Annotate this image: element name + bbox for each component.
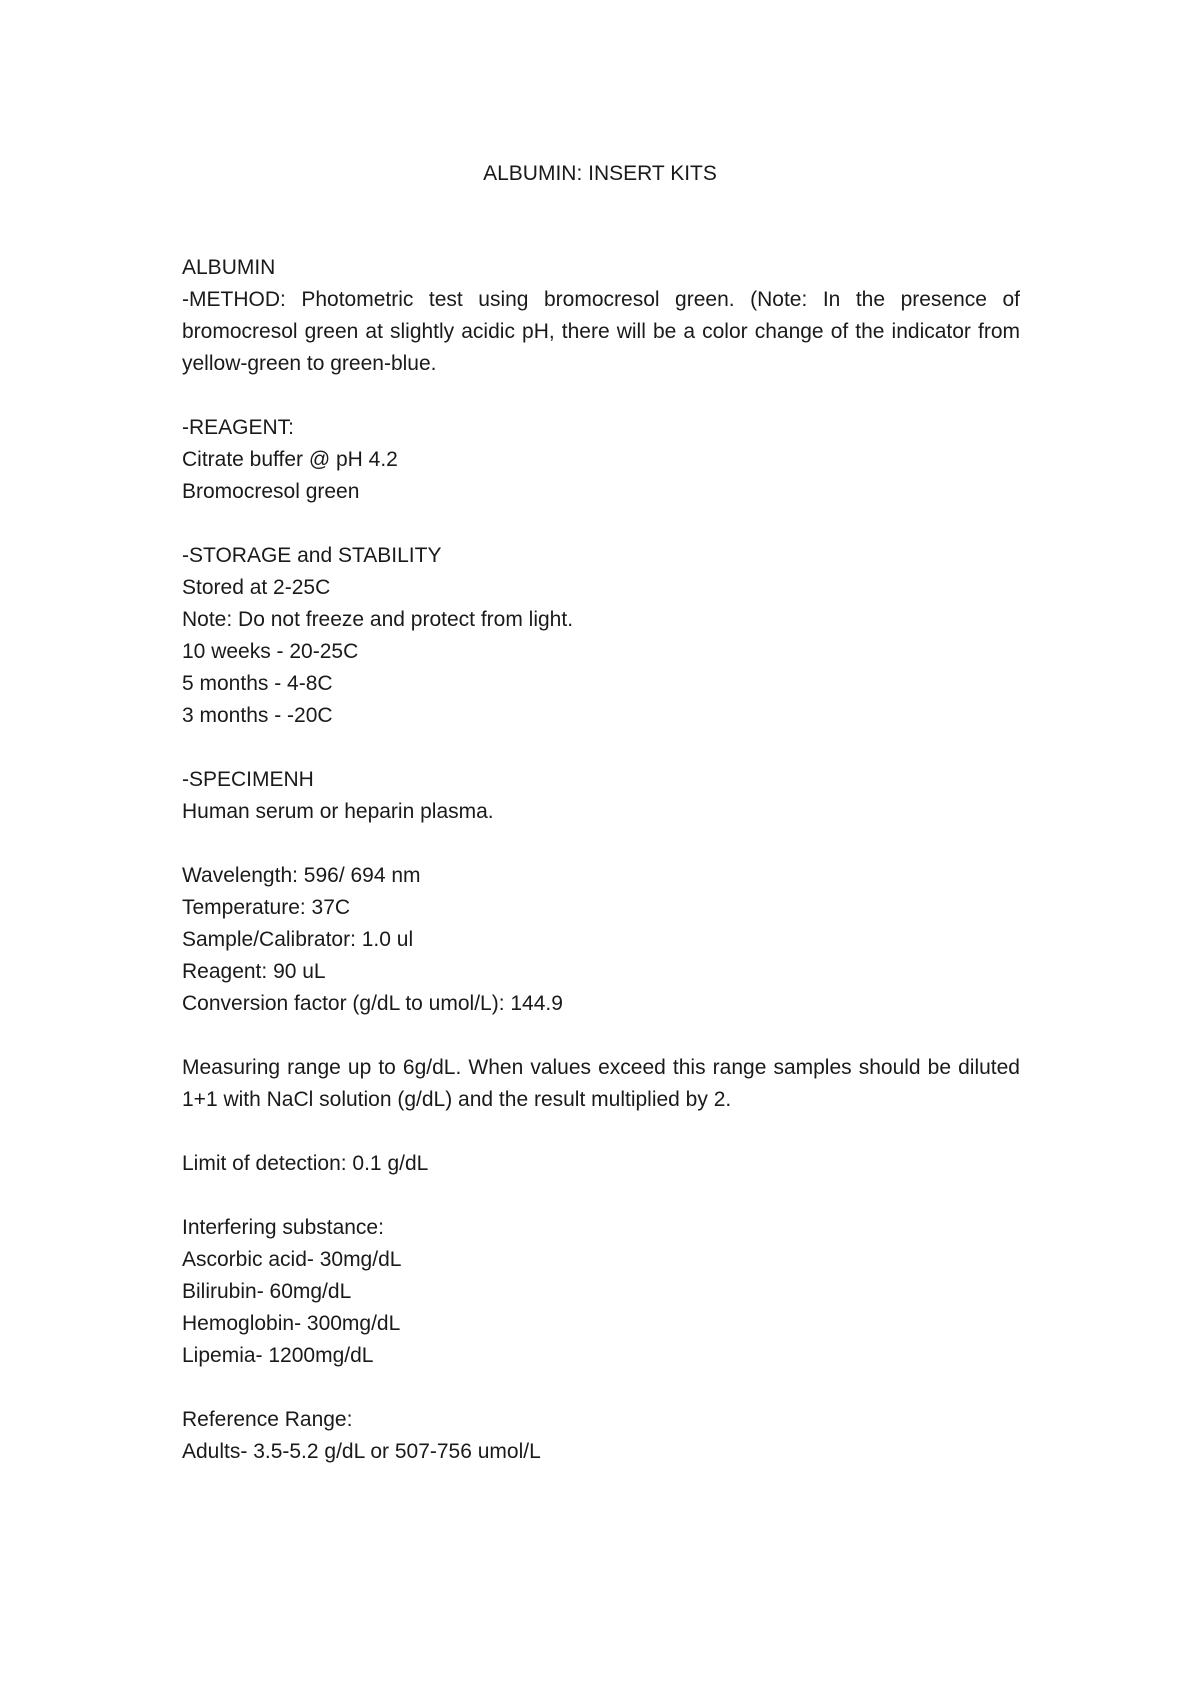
reagent-item: Citrate buffer @ pH 4.2: [182, 448, 398, 471]
parameter-line: Reagent: 90 uL: [182, 960, 326, 983]
section-heading-albumin: ALBUMIN: [182, 256, 276, 279]
spacer: [182, 828, 1020, 860]
measuring-range-paragraph: Measuring range up to 6g/dL. When values exceed this range samples should be diluted 1+1 with NaCl solution (g/dL) and the result multiplied by 2.: [182, 1056, 1020, 1111]
storage-item: 10 weeks - 20-25C: [182, 640, 359, 663]
reagent-heading: -REAGENT:: [182, 416, 295, 439]
specimen-heading: -SPECIMENH: [182, 768, 314, 791]
spacer: [182, 732, 1020, 764]
interfering-item: Lipemia- 1200mg/dL: [182, 1344, 374, 1367]
specimen-text: Human serum or heparin plasma.: [182, 800, 494, 823]
interfering-heading: Interfering substance:: [182, 1216, 384, 1239]
spacer: [182, 1020, 1020, 1052]
storage-item: Stored at 2-25C: [182, 576, 331, 599]
parameter-line: Sample/Calibrator: 1.0 ul: [182, 928, 414, 951]
parameter-line: Conversion factor (g/dL to umol/L): 144.9: [182, 992, 563, 1015]
spacer: [182, 1180, 1020, 1212]
interfering-item: Hemoglobin- 300mg/dL: [182, 1312, 401, 1335]
interfering-item: Bilirubin- 60mg/dL: [182, 1280, 352, 1303]
document-body: [182, 252, 1020, 1468]
spacer: [182, 1116, 1020, 1148]
spacer: [182, 380, 1020, 412]
document-title: ALBUMIN: INSERT KITS: [483, 162, 717, 185]
parameter-line: Temperature: 37C: [182, 896, 351, 919]
spacer: [182, 1372, 1020, 1404]
storage-item: 5 months - 4-8C: [182, 672, 333, 695]
storage-heading: -STORAGE and STABILITY: [182, 544, 442, 567]
interfering-item: Ascorbic acid- 30mg/dL: [182, 1248, 402, 1271]
parameter-line: Wavelength: 596/ 694 nm: [182, 864, 421, 887]
reference-heading: Reference Range:: [182, 1408, 353, 1431]
storage-item: 3 months - -20C: [182, 704, 333, 727]
reagent-item: Bromocresol green: [182, 480, 360, 503]
limit-of-detection: Limit of detection: 0.1 g/dL: [182, 1152, 429, 1175]
storage-item: Note: Do not freeze and protect from light.: [182, 608, 574, 631]
spacer: [182, 508, 1020, 540]
reference-text: Adults- 3.5-5.2 g/dL or 507-756 umol/L: [182, 1440, 541, 1463]
method-paragraph: -METHOD: Photometric test using bromocresol green. (Note: In the presence of bromocresol green at slightly acidic pH, there will be a color change of the indicator from yellow-green to green-blue.: [182, 288, 1020, 375]
